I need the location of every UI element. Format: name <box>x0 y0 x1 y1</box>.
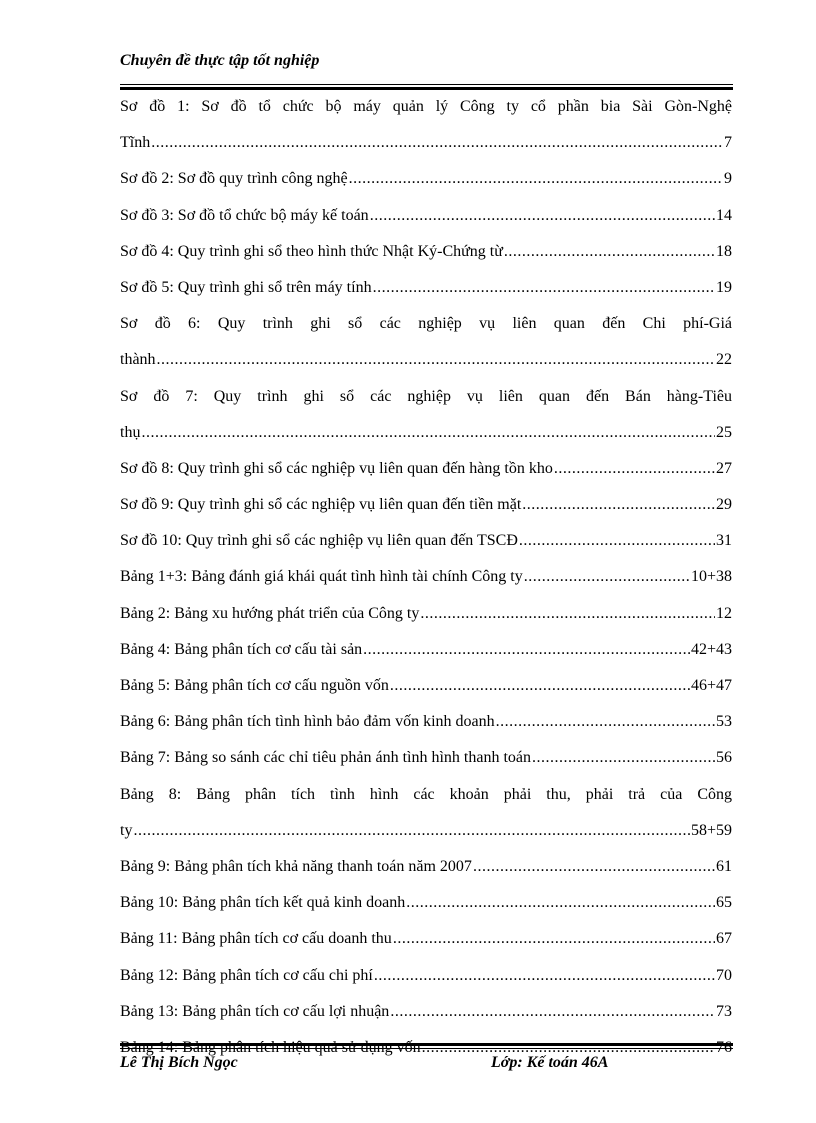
toc-entry-title: Sơ đồ 4: Quy trình ghi sổ theo hình thức Nhật Ký-Chứng từ <box>120 242 503 260</box>
toc-entry-line <box>120 967 732 985</box>
toc-entry-title: Sơ đồ 5: Quy trình ghi sổ trên máy tính <box>120 278 372 296</box>
toc-entry-title-line: Sơ đồ 7: Quy trình ghi sổ các nghiệp vụ liên quan đến Bán hàng-Tiêu <box>120 387 732 405</box>
toc-entry-title-line: Sơ đồ 1: Sơ đồ tổ chức bộ máy quản lý Công ty cổ phần bia Sài Gòn-Nghệ <box>120 98 732 115</box>
toc-entry-line <box>120 749 732 767</box>
toc-entry <box>120 749 732 767</box>
toc-entry-page: 14 <box>716 206 732 224</box>
toc-entry-title: Bảng 11: Bảng phân tích cơ cấu doanh thu <box>120 930 392 948</box>
toc-entry-page: 22 <box>716 351 732 369</box>
toc-entry-title: Bảng 4: Bảng phân tích cơ cấu tài sản <box>120 640 363 658</box>
toc-entry-page: 12 <box>716 604 732 622</box>
toc-entry-title-line: Sơ đồ 6: Quy trình ghi sổ các nghiệp vụ liên quan đến Chi phí-Giá <box>120 315 732 333</box>
dot-leader <box>406 894 715 912</box>
toc-entry-title: thụ <box>120 423 141 441</box>
toc-entry-title-line: Bảng 8: Bảng phân tích tình hình các khoản phải thu, phải trả của Công <box>120 785 732 803</box>
toc-entry <box>120 279 732 297</box>
toc-entry-page: 42+43 <box>690 640 732 658</box>
toc-entry <box>120 930 732 948</box>
dot-leader <box>519 532 715 550</box>
toc-entry-title: Bảng 10: Bảng phân tích kết quả kinh doanh <box>120 894 406 912</box>
toc-entry-title: Bảng 1+3: Bảng đánh giá khái quát tình hình tài chính Công ty <box>120 568 523 586</box>
table-of-figures <box>120 98 732 1075</box>
toc-entry <box>120 605 732 623</box>
toc-entry <box>120 568 732 586</box>
toc-entry-line <box>120 496 732 514</box>
toc-entry-page: 18 <box>716 242 732 260</box>
toc-entry-page: 31 <box>716 532 732 550</box>
footer-rule-thin <box>120 1048 733 1049</box>
toc-entry <box>120 496 732 514</box>
toc-entry-title: Bảng 5: Bảng phân tích cơ cấu nguồn vốn <box>120 677 389 694</box>
toc-entry <box>120 460 732 478</box>
dot-leader <box>141 424 715 442</box>
toc-entry-line <box>120 605 732 623</box>
toc-entry-page: 9 <box>724 170 732 188</box>
toc-entry <box>120 315 732 369</box>
toc-entry-page: 29 <box>716 496 732 514</box>
toc-entry-line <box>120 568 732 586</box>
toc-entry <box>120 532 732 550</box>
dot-leader <box>349 170 723 188</box>
toc-entry <box>120 641 732 659</box>
toc-entry-page: 10+38 <box>690 568 732 586</box>
footer-author: Lê Thị Bích Ngọc <box>120 1054 238 1071</box>
toc-entry-title: Bảng 7: Bảng so sánh các chỉ tiêu phản ánh tình hình thanh toán <box>120 749 532 767</box>
toc-entry-line <box>120 170 732 188</box>
toc-entry <box>120 858 732 876</box>
dot-leader <box>420 605 715 623</box>
toc-entry-title: Sơ đồ 3: Sơ đồ tổ chức bộ máy kế toán <box>120 206 369 224</box>
toc-entry-title: Bảng 6: Bảng phân tích tình hình bảo đảm vốn kinh doanh <box>120 713 495 731</box>
toc-entry-title: Sơ đồ 9: Quy trình ghi sổ các nghiệp vụ liên quan đến tiền mặt <box>120 496 522 514</box>
dot-leader <box>157 351 715 369</box>
toc-entry-page: 25 <box>716 423 732 441</box>
toc-entry <box>120 170 732 188</box>
toc-entry-page: 46+47 <box>690 677 732 694</box>
toc-entry-title: Bảng 2: Bảng xu hướng phát triển của Công ty <box>120 604 420 622</box>
toc-entry-page: 53 <box>716 713 732 731</box>
toc-entry-line <box>120 713 732 731</box>
dot-leader <box>390 1003 715 1021</box>
header-rule-thick <box>120 87 733 90</box>
dot-leader <box>496 713 715 731</box>
toc-entry-title: Sơ đồ 10: Quy trình ghi sổ các nghiệp vụ liên quan đến TSCĐ <box>120 532 518 550</box>
toc-entry-line <box>120 858 732 876</box>
toc-entry-line <box>120 207 732 225</box>
toc-entry <box>120 243 732 261</box>
toc-entry-line <box>120 351 732 369</box>
toc-entry-line <box>120 460 732 478</box>
dot-leader <box>363 641 690 659</box>
toc-entry-title: Bảng 13: Bảng phân tích cơ cấu lợi nhuận <box>120 1002 390 1020</box>
toc-entry-line <box>120 532 732 550</box>
dot-leader <box>522 496 715 514</box>
toc-entry-line <box>120 822 732 840</box>
toc-entry-line <box>120 134 732 152</box>
toc-entry-page: 65 <box>716 894 732 912</box>
toc-entry-title: Bảng 9: Bảng phân tích khả năng thanh toán năm 2007 <box>120 857 472 875</box>
toc-entry <box>120 1003 732 1021</box>
dot-leader <box>554 460 715 478</box>
dot-leader <box>133 822 690 840</box>
toc-entry <box>120 894 732 912</box>
toc-entry-line <box>120 424 732 442</box>
toc-entry-page: 73 <box>716 1002 732 1020</box>
dot-leader <box>473 858 715 876</box>
toc-entry-page: 27 <box>716 459 732 477</box>
dot-leader <box>532 749 715 767</box>
footer-class: Lớp: Kế toán 46A <box>491 1054 609 1071</box>
dot-leader <box>374 967 715 985</box>
toc-entry-title: Tĩnh <box>120 134 151 152</box>
toc-entry-line <box>120 930 732 948</box>
dot-leader <box>504 243 715 261</box>
dot-leader <box>393 930 715 948</box>
toc-entry-title: Bảng 12: Bảng phân tích cơ cấu chi phí <box>120 966 373 984</box>
toc-entry <box>120 677 732 695</box>
toc-entry-title: Sơ đồ 2: Sơ đồ quy trình công nghệ <box>120 170 348 188</box>
toc-entry-line <box>120 677 732 695</box>
toc-entry <box>120 967 732 985</box>
toc-entry-title: thành <box>120 351 156 369</box>
toc-entry-title: Sơ đồ 8: Quy trình ghi sổ các nghiệp vụ liên quan đến hàng tồn kho <box>120 459 553 477</box>
dot-leader <box>370 207 715 225</box>
header-title: Chuyên đề thực tập tốt nghiệp <box>120 52 320 69</box>
toc-entry-page: 67 <box>716 930 732 948</box>
dot-leader <box>390 677 690 695</box>
footer-rule-thick <box>120 1043 733 1046</box>
toc-entry-page: 56 <box>716 749 732 767</box>
toc-entry-line <box>120 641 732 659</box>
toc-entry-line <box>120 1003 732 1021</box>
toc-entry-page: 61 <box>716 857 732 875</box>
toc-entry-line <box>120 894 732 912</box>
toc-entry <box>120 98 732 152</box>
header-rule-thin <box>120 84 733 85</box>
dot-leader <box>373 279 715 297</box>
toc-entry <box>120 786 732 840</box>
toc-entry <box>120 713 732 731</box>
toc-entry-line <box>120 243 732 261</box>
toc-entry <box>120 207 732 225</box>
toc-entry <box>120 388 732 442</box>
toc-entry-page: 70 <box>716 966 732 984</box>
toc-entry-title: ty <box>120 821 133 839</box>
toc-entry-page: 7 <box>724 134 732 152</box>
toc-entry-line <box>120 279 732 297</box>
dot-leader <box>524 568 690 586</box>
toc-entry-page: 19 <box>716 278 732 296</box>
toc-entry-page: 58+59 <box>690 821 732 839</box>
dot-leader <box>151 134 723 152</box>
